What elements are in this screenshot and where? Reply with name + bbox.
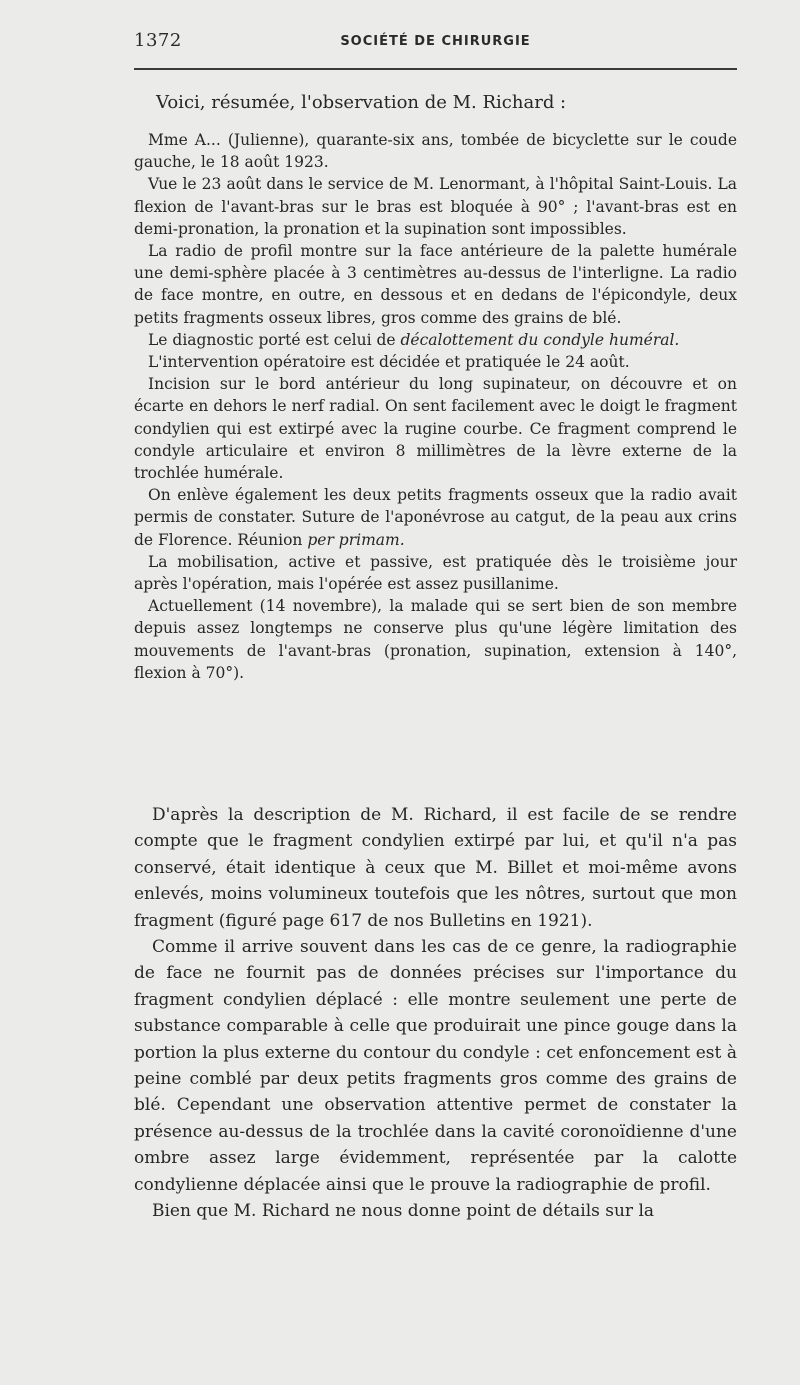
header-rule [134, 68, 737, 70]
paragraph-text: On enlève également les deux petits fragments osseux que la radio avait permis de constater. Suture de l'aponévrose au catgut, de la peau aux crins de Florence. Réunion [134, 486, 737, 549]
observation-intro: Voici, résumée, l'observation de M. Richard : [156, 92, 567, 113]
latin-emphasis: per primam. [307, 530, 405, 549]
page-header [134, 30, 737, 54]
paragraph: La radio de profil montre sur la face antérieure de la palette humérale une demi-sphère placée à 3 centimètres au-dessus de l'interligne. La radio de face montre, en outre, en dessous et en dedans de l'épicondyle, deux petits fragments osseux libres, gros comme des grains de blé. [134, 242, 737, 327]
running-title: SOCIÉTÉ DE CHIRURGIE [340, 34, 531, 49]
page-number: 1372 [134, 30, 182, 51]
paragraph-text: Le diagnostic porté est celui de [148, 330, 401, 349]
observation-text [134, 129, 737, 684]
diagnosis-emphasis: décalottement du condyle huméral. [400, 330, 680, 349]
paragraph: D'après la description de M. Richard, il est facile de se rendre compte que le fragment condylien extirpé par lui, et qu'il n'a pas conservé, était identique à ceux que M. Billet et moi-même avons enlevés, moins volumineux toutefois que les nôtres, surtout que mon fragment (figuré page 617 de nos Bulletins en 1921). [134, 805, 737, 931]
paragraph: L'intervention opératoire est décidée et pratiquée le 24 août. [148, 353, 630, 372]
paragraph: Actuellement (14 novembre), la malade qui se sert bien de son membre depuis assez longtemps ne conserve plus qu'une légère limitation des mouvements de l'avant-bras (pronation, supination, extension à 140°, flexion à 70°). [134, 597, 737, 682]
paragraph: Bien que M. Richard ne nous donne point de détails sur la [152, 1201, 655, 1222]
paragraph: Vue le 23 août dans le service de M. Lenormant, à l'hôpital Saint-Louis. La flexion de l'avant-bras sur le bras est bloquée à 90° ; l'avant-bras est en demi-pronation, la pronation et la supination sont impossibles. [134, 175, 737, 238]
paragraph: Comme il arrive souvent dans les cas de ce genre, la radiographie de face ne fournit pas de données précises sur l'importance du fragment condylien déplacé : elle montre seulement une perte de substance comparable à celle que produirait une pince gouge dans la portion la plus externe du contour du condyle : cet enfoncement est à peine comblé par deux petits fragments gros comme des grains de blé. Cependant une observation attentive permet de constater la présence au-dessus de la trochlée dans la cavité coronoïdienne d'une ombre assez large évidemment, représentée par la calotte condylienne déplacée ainsi que le prouve la radiographie de profil. [134, 937, 737, 1195]
commentary-text [134, 802, 737, 1225]
paragraph: La mobilisation, active et passive, est pratiquée dès le troisième jour après l'opération, mais l'opérée est assez pusillanime. [134, 552, 737, 594]
paragraph [134, 484, 737, 551]
paragraph [134, 329, 737, 351]
paragraph: Incision sur le bord antérieur du long supinateur, on découvre et on écarte en dehors le nerf radial. On sent facilement avec le doigt le fragment condylien qui est extirpé avec la rugine courbe. Ce fragment comprend le condyle articulaire et environ 8 millimètres de la lèvre externe de la trochlée humérale. [134, 375, 737, 483]
paragraph: Mme A... (Julienne), quarante-six ans, tombée de bicyclette sur le coude gauche, le 18 août 1923. [134, 131, 737, 172]
